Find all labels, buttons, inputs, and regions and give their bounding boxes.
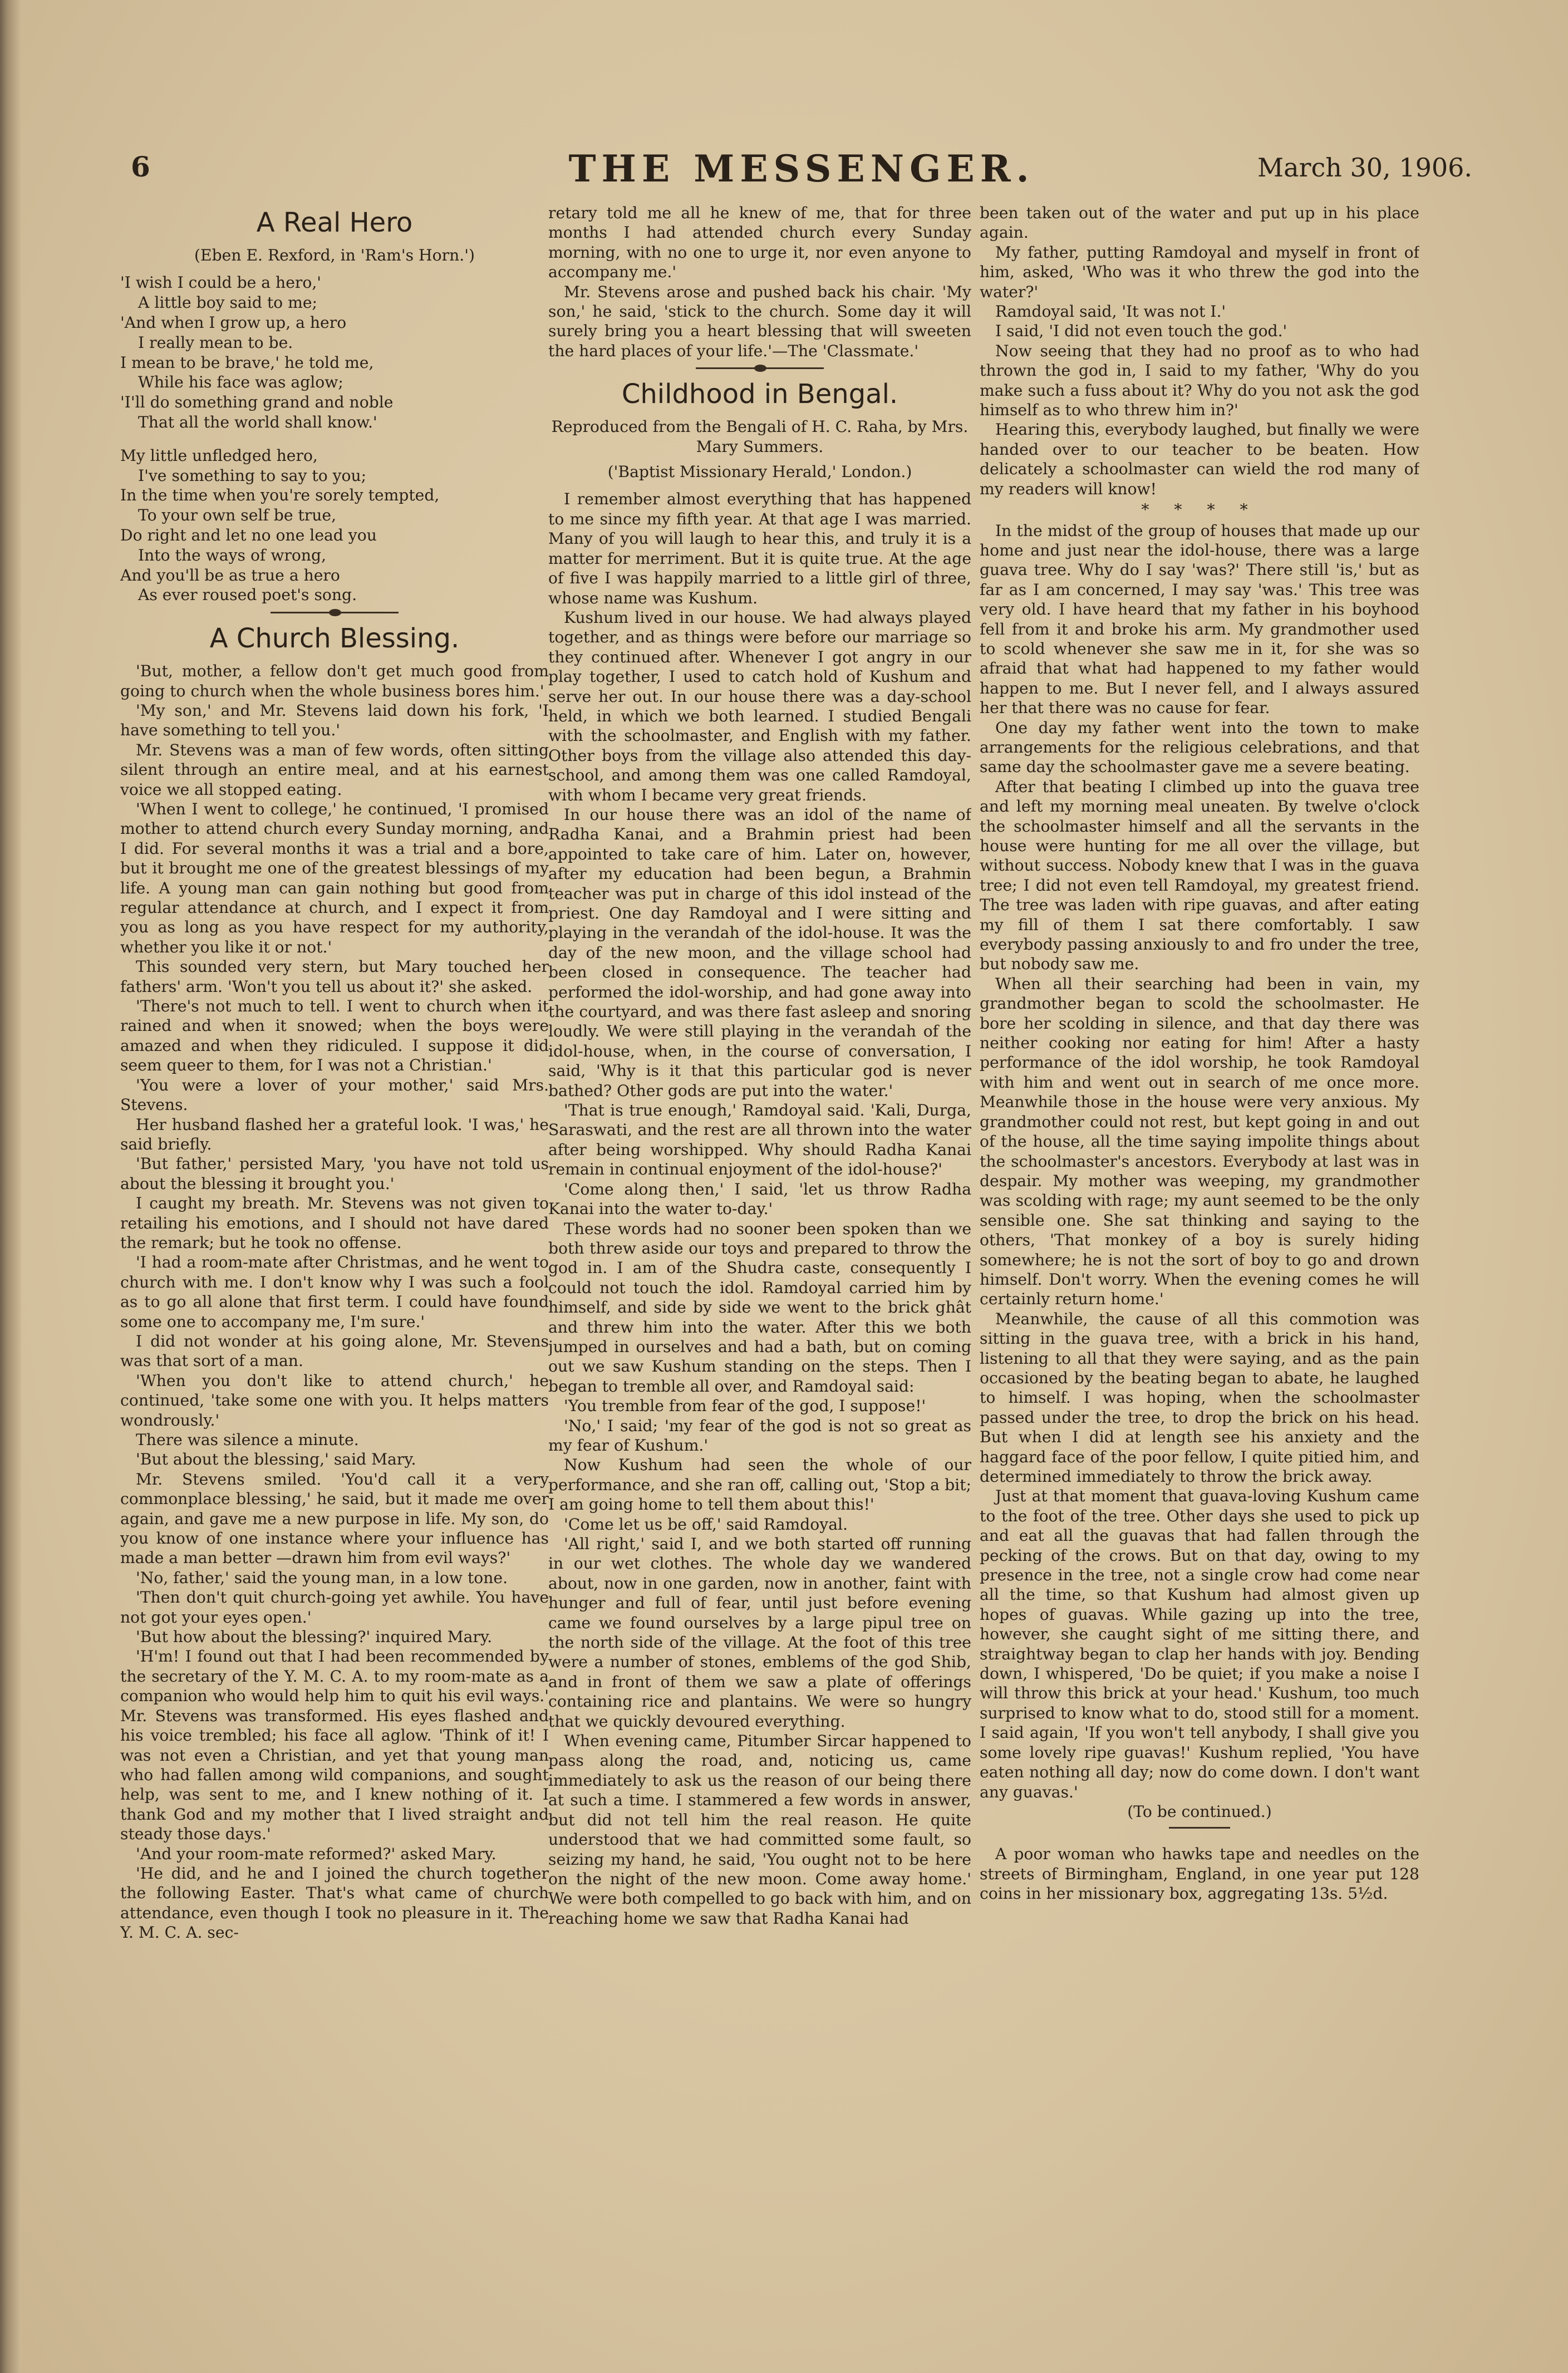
paragraph: Mr. Stevens arose and pushed back his chair. 'My son,' he said, 'stick to the church. Some day it will surely bring you a heart blessing that will sweeten the hard places of your life.'—The 'Classmate.' <box>548 282 971 360</box>
verse-line: While his face was aglow; <box>138 373 343 392</box>
paragraph: 'You were a lover of your mother,' said Mrs. Stevens. <box>120 1075 549 1114</box>
paragraph: 'All right,' said I, and we both started off running in our wet clothes. The whole day we wandered about, now in one garden, now in another, faint with hunger and full of fear, until just before evening came we found ourselves by a large pipul tree on the north side of the village. At the foot of this tree were a number of stones, emblems of the god Shib, and in front of them we saw a plate of offerings containing rice and plantains. We were so hungry that we quickly devoured everything. <box>548 1535 971 1731</box>
article-body-church-blessing <box>120 661 549 1942</box>
paragraph: 'That is true enough,' Ramdoyal said. 'Kali, Durga, Saraswati, and the rest are all thrown into the water after being worshipped. Why should Radha Kanai remain in continual enjoyment of the idol-house?' <box>548 1101 971 1179</box>
section-divider <box>271 612 399 613</box>
paragraph: 'There's not much to tell. I went to church when it rained and when it snowed; when the boys were amazed and when they ridiculed. I suppose it did seem queer to them, for I was not a Christian.' <box>120 997 549 1075</box>
verse-line: To your own self be true, <box>138 506 337 525</box>
verse-line: In the time when you're sorely tempted, <box>120 486 440 505</box>
section-divider <box>1169 1827 1230 1829</box>
verse-line: Into the ways of wrong, <box>138 546 327 564</box>
paragraph: 'Come let us be off,' said Ramdoyal. <box>564 1515 848 1534</box>
paragraph: When evening came, Pitumber Sircar happened to pass along the road, and, noticing us, came immediately to ask us the reason of our being there at such a time. I stammered a few words in answer, but did not tell him the real reason. He quite understood that we had committed some fault, so seizing my hand, he said, 'You ought not to be here on the night of the new moon. Come away home.' We were both compelled to go back with him, and on reaching home we saw that Radha Kanai had <box>548 1732 971 1928</box>
verse-line: I really mean to be. <box>138 333 293 352</box>
paragraph: Her husband flashed her a grateful look. 'I was,' he said briefly. <box>120 1115 549 1153</box>
section-break-stars: * * * * <box>1141 500 1258 519</box>
verse-line: My little unfledged hero, <box>120 446 318 465</box>
paragraph: 'No,' I said; 'my fear of the god is not so great as my fear of Kushum.' <box>548 1416 971 1455</box>
paragraph: This sounded very stern, but Mary touched her fathers' arm. 'Won't you tell us about it?' she asked. <box>120 957 549 996</box>
page-header <box>131 147 1472 195</box>
paragraph: Hearing this, everybody laughed, but finally we were handed over to our teacher to be beaten. How delicately a schoolmaster can wield the rod many of my readers will know! <box>980 420 1419 498</box>
verse-line: And you'll be as true a hero <box>120 566 340 584</box>
verse-line: 'I'll do something grand and noble <box>120 393 394 412</box>
paragraph: 'Come along then,' I said, 'let us throw Radha Kanai into the water to-day.' <box>548 1180 971 1219</box>
column-1 <box>120 203 549 2330</box>
article-title-childhood-in-bengal: Childhood in Bengal. <box>621 379 898 410</box>
verse-line: 'And when I grow up, a hero <box>120 313 347 332</box>
verse-line: I've something to say to you; <box>138 466 367 485</box>
paragraph: Mr. Stevens was a man of few words, often sitting silent through an entire meal, and at his earnest voice we all stopped eating. <box>120 740 549 799</box>
paragraph: 'And your room-mate reformed?' asked Mary. <box>136 1844 497 1863</box>
paragraph: 'But father,' persisted Mary, 'you have not told us about the blessing it brought you.' <box>120 1154 549 1193</box>
article-title-church-blessing: A Church Blessing. <box>209 623 460 655</box>
paragraph: 'But, mother, a fellow don't get much good from going to church when the whole business bores him.' <box>120 662 549 700</box>
byline-bengal <box>548 417 971 482</box>
paragraph: Mr. Stevens smiled. 'You'd call it a very commonplace blessing,' he said, but it made me over again, and gave me a new purpose in life. My son, do you know of one instance where your influence has made a man better —drawn him from evil ways?' <box>120 1470 549 1568</box>
continued-note: (To be continued.) <box>1127 1802 1272 1821</box>
verse-line: Do right and let no one lead you <box>120 525 377 544</box>
paragraph: My father, putting Ramdoyal and myself in front of him, asked, 'Who was it who threw the god into the water?' <box>980 243 1419 301</box>
page-number: 6 <box>131 150 150 183</box>
paragraph: Just at that moment that guava-loving Kushum came to the foot of the tree. Other days she used to pick up and eat all the guavas that had fallen through the pecking of the crows. But on that day, owing to my presence in the tree, not a single crow had come near all the time, so that Kushum had almost given up hopes of guavas. While gazing up into the tree, however, she caught sight of me sitting there, and straightway began to clap her hands with joy. Bending down, I whispered, 'Do be quiet; if you make a noise I will throw this brick at your head.' Kushum, too much surprised to know what to do, stood still for a moment. I said again, 'If you won't tell anybody, I shall give you some lovely ripe guavas!' Kushum replied, 'You have eaten nothing all day; now do come down. I don't want any guavas.' <box>980 1487 1419 1801</box>
paragraph: retary told me all he knew of me, that for three months I had attended church every Sunday morning, with no one to urge it, nor even anyone to accompany me.' <box>548 204 971 282</box>
paragraph: Ramdoyal said, 'It was not I.' <box>995 302 1226 321</box>
paragraph: been taken out of the water and put up in his place again. <box>980 204 1419 242</box>
paragraph: One day my father went into the town to make arrangements for the religious celebrations, and that same day the schoolmaster gave me a severe beating. <box>980 718 1419 777</box>
paragraph: When all their searching had been in vain, my grandmother began to scold the schoolmaster. He bore her scolding in silence, and that day there was neither cooking nor eating for him! After a hasty performance of the idol worship, he took Ramdoyal with him and went out in search of me once more. Meanwhile those in the house were very anxious. My grandmother could not rest, but kept going in and out of the house, all the time saying impolite things about the schoolmaster's ancestors. Everybody at last was in despair. My mother was weeping, my grandmother was scolding with rage; my aunt seemed to be the only sensible one. She sat thinking and saying to the others, 'That monkey of a boy is surely hiding somewhere; he is not the sort of boy to go and drown himself. Don't worry. When the evening comes he will certainly return home.' <box>980 974 1419 1309</box>
verse-line: That all the world shall know.' <box>138 412 377 431</box>
paragraph: 'When I went to college,' he continued, 'I promised mother to attend church every Sunday morning, and I did. For several months it was a trial and a bore, but it brought me one of the greatest blessings of my life. A young man can gain nothing but good from regular attendance at church, and I expect it from you as long as you have respect for my authority, whether you like it or not.' <box>120 800 549 956</box>
paragraph: In the midst of the group of houses that made up our home and just near the idol-house, there was a large guava tree. Why do I say 'was?' There still 'is,' but as far as I am concerned, I may say 'was.' This tree was very old. I have heard that my father in his boyhood fell from it and broke his arm. My grandmother used to scold whenever she saw me in it, for she was so afraid that what had happened to my father would happen to me. But I never fell, and I always assured her that there was no cause for fear. <box>980 521 1419 718</box>
section-divider <box>696 367 824 369</box>
paragraph: I caught my breath. Mr. Stevens was not given to retailing his emotions, and I should not have dared the remark; but he took no offense. <box>120 1194 549 1252</box>
paragraph: Meanwhile, the cause of all this commotion was sitting in the guava tree, with a brick in his hand, listening to all that they were saying, and as the pain occasioned by the beating began to abate, he laughed to himself. I was hoping, when the schoolmaster passed under the tree, to drop the brick on his head. But when I did at length see his anxiety and the haggard face of the poor fellow, I quite pitied him, and determined immediately to throw the brick away. <box>980 1309 1419 1486</box>
page-fold-shadow <box>0 0 21 2373</box>
paragraph: 'But how about the blessing?' inquired Mary. <box>136 1628 493 1647</box>
paragraph: 'Then don't quit church-going yet awhile. You have not got your eyes open.' <box>120 1588 549 1627</box>
verse-line: 'I wish I could be a hero,' <box>120 273 322 292</box>
paragraph: I said, 'I did not even touch the god.' <box>995 322 1287 341</box>
paragraph: There was silence a minute. <box>136 1431 359 1449</box>
poem <box>120 273 549 605</box>
paragraph: 'He did, and he and I joined the church together the following Easter. That's what came of church attendance, even though I took no pleasure in it. The Y. M. C. A. sec- <box>120 1864 549 1942</box>
column-2 <box>548 203 971 2330</box>
paragraph: These words had no sooner been spoken than we both threw aside our toys and prepared to throw the god in. I am of the Shudra caste, consequently I could not touch the idol. Ramdoyal carried him by himself, and side by side we went to the brick ghât and threw him into the water. After this we both jumped in ourselves and had a bath, but on coming out we saw Kushum standing on the steps. Then I began to tremble all over, and Ramdoyal said: <box>548 1219 971 1396</box>
paragraph: Now Kushum had seen the whole of our performance, and she ran off, calling out, 'Stop a bit; I am going home to tell them about this!' <box>548 1456 971 1514</box>
article-title-real-hero: A Real Hero <box>256 207 413 238</box>
verse-line: A little boy said to me; <box>138 293 318 312</box>
masthead: THE MESSENGER. <box>568 147 1035 190</box>
missionary-box-note: A poor woman who hawks tape and needles on the streets of Birmingham, England, in one year put 128 coins in her missionary box, aggregating 13s. 5½d. <box>980 1845 1419 1903</box>
paragraph: Now seeing that they had no proof as to who had thrown the god in, I said to my father, 'Why do you make such a fuss about it? Why do you not ask the god himself as to who threw him in?' <box>980 341 1419 420</box>
byline-source: Reproduced from the Bengali of H. C. Raha, by Mrs. Mary Summers. <box>551 417 969 456</box>
paragraph: 'You tremble from fear of the god, I suppose!' <box>564 1397 926 1416</box>
paragraph: In our house there was an idol of the name of Radha Kanai, and a Brahmin priest had been appointed to take care of him. Later on, however, after my education had been begun, a Brahmin teacher was put in charge of this idol instead of the priest. One day Ramdoyal and I were sitting and playing in the verandah of the idol-house. It was the day of the new moon, and the village school had been closed in consequence. The teacher had performed the idol-worship, and had gone away into the courtyard, and was there fast asleep and snoring loudly. We were still playing in the verandah of the idol-house, when, in the course of conversation, I said, 'Why is it that this particular god is never bathed? Other gods are put into the water.' <box>548 805 971 1100</box>
paragraph: I remember almost everything that has happened to me since my fifth year. At that age I was married. Many of you will laugh to hear this, and truly it is a matter for merriment. But it is quite true. At the age of five I was happily married to a little girl of three, whose name was Kushum. <box>548 490 971 607</box>
byline-publication: ('Baptist Missionary Herald,' London.) <box>607 463 912 482</box>
paragraph: 'No, father,' said the young man, in a low tone. <box>136 1568 508 1587</box>
paragraph: 'I had a room-mate after Christmas, and he went to church with me. I don't know why I was such a fool as to go all alone that first term. I could have found some one to accompany me, I'm sure.' <box>120 1253 549 1331</box>
paragraph: I did not wonder at his going alone, Mr. Stevens was that sort of a man. <box>120 1332 549 1370</box>
paragraph: Kushum lived in our house. We had always played together, and as things were before our marriage so they continued after. Whenever I got angry in our play together, I used to catch hold of Kushum and serve her out. In our house there was a day-school held, in which we both learned. I studied Bengali with the schoolmaster, and English with my father. Other boys from the village also attended this day-school, and among them was one called Ramdoyal, with whom I became very great friends. <box>548 608 971 804</box>
verse-line: As ever roused poet's song. <box>138 586 357 605</box>
paragraph: 'But about the blessing,' said Mary. <box>136 1450 416 1469</box>
issue-date: March 30, 1906. <box>1257 153 1472 183</box>
byline-real-hero: (Eben E. Rexford, in 'Ram's Horn.') <box>194 246 475 264</box>
paragraph: 'My son,' and Mr. Stevens laid down his fork, 'I have something to tell you.' <box>120 701 549 740</box>
column-3 <box>980 203 1419 2330</box>
paragraph: 'When you don't like to attend church,' he continued, 'take some one with you. It helps matters wondrously.' <box>120 1371 549 1429</box>
verse-line: I mean to be brave,' he told me, <box>120 353 374 372</box>
paragraph: After that beating I climbed up into the guava tree and left my morning meal uneaten. By twelve o'clock the schoolmaster himself and all the servants in the house were hunting for me all over the village, but without success. Nobody knew that I was in the guava tree; I did not even tell Ramdoyal, my greatest friend. The tree was laden with ripe guavas, and after eating my fill of them I sat there comfortably. I saw everybody passing anxiously to and fro under the tree, but nobody saw me. <box>980 777 1419 974</box>
paragraph: 'H'm! I found out that I had been recommended by the secretary of the Y. M. C. A. to my room-mate as a companion who would help him to quit his evil ways.' Mr. Stevens was transformed. His eyes flashed and his voice trembled; his face all aglow. 'Think of it! I was not even a Christian, and yet that young man who had fallen among wild companions, and sought help, was sent to me, and I knew nothing of it. I thank God and my mother that I lived straight and steady those days.' <box>120 1647 549 1844</box>
